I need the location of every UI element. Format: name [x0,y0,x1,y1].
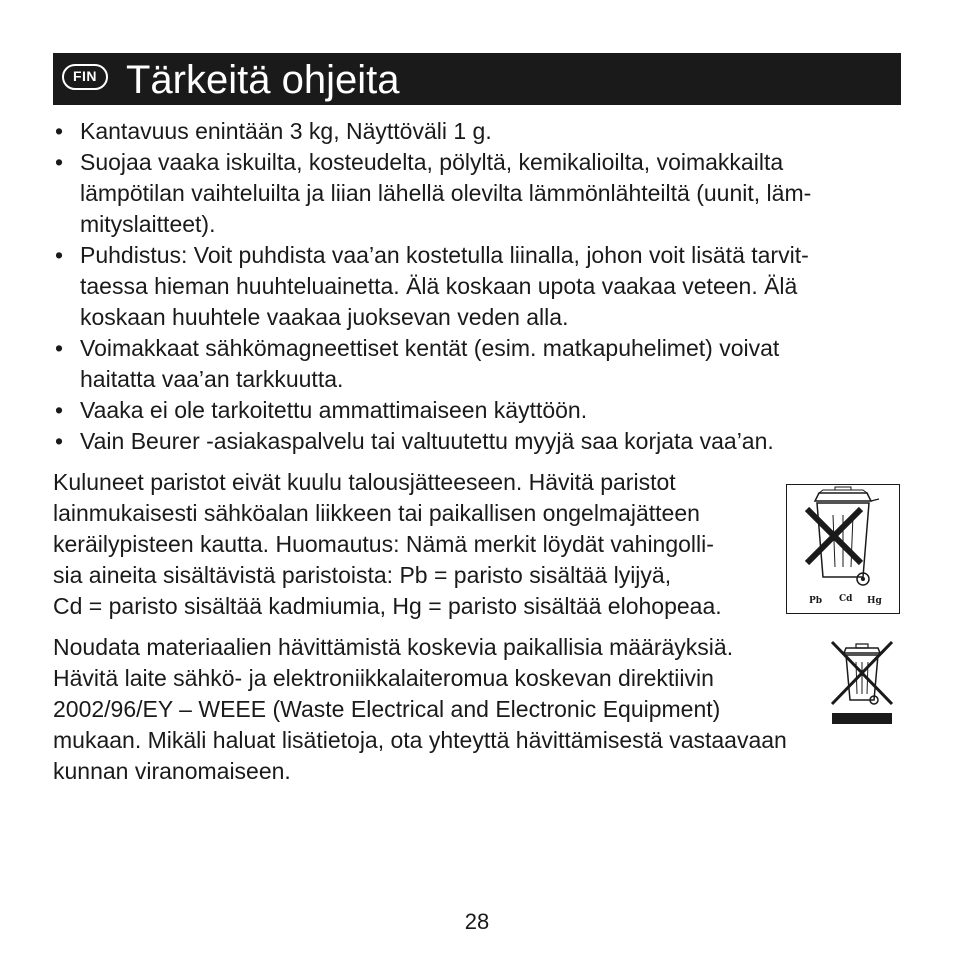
hg-label: Hg [867,596,882,606]
list-item-line: lämpötilan vaihteluilta ja liian lähellä olevilta lämmönlähteiltä (uunit, läm- [80,180,812,206]
list-item-line: Suojaa vaaka iskuilta, kosteudelta, pölyltä, kemikalioilta, voimakkailta [80,149,784,175]
section-header [53,53,901,105]
list-item [53,395,901,426]
weee-bin-icon [828,638,896,726]
bullet-icon: • [55,118,64,144]
list-item [53,116,901,147]
paragraph-line: mukaan. Mikäli haluat lisätietoja, ota yhteyttä hävittämisestä vastaavaan [53,727,787,753]
bullet-icon: • [55,242,64,268]
paragraph-line: lainmukaisesti sähköalan liikkeen tai paikallisen ongelmajätteen [53,500,700,526]
paragraph-line: sia aineita sisältävistä paristoista: Pb = paristo sisältää lyijyä, [53,562,672,588]
list-item-line: haitatta vaa’an tarkkuutta. [80,366,344,392]
crossed-out-bin-icon [787,485,899,613]
page-number: 28 [464,909,490,934]
list-item-line: taessa hieman huuhteluainetta. Älä koskaan upota vaakaa veteen. Älä [80,273,798,299]
paragraph-line: 2002/96/EY – WEEE (Waste Electrical and Electronic Equipment) [53,696,721,722]
pb-label: Pb [809,596,823,606]
list-item [53,333,901,395]
language-badge: FIN [62,64,108,90]
list-item-text: Vaaka ei ole tarkoitettu ammattimaiseen käyttöön. [80,397,588,423]
list-item [53,147,901,240]
list-item-text: Vain Beurer -asiakaspalvelu tai valtuutettu myyjä saa korjata vaa’an. [80,428,774,454]
list-item-line: Puhdistus: Voit puhdista vaa’an kostetulla liinalla, johon voit lisätä tarvit- [80,242,809,268]
bullet-icon: • [55,428,64,454]
list-item [53,426,901,457]
battery-symbol [786,484,900,614]
paragraph-line: Noudata materiaalien hävittämistä koskevia paikallisia määräyksiä. [53,634,734,660]
bullet-icon: • [55,335,64,361]
bullet-icon: • [55,397,64,423]
paragraph-line: keräilypisteen kautta. Huomautus: Nämä merkit löydät vahingolli- [53,531,714,557]
instruction-list [53,116,901,457]
list-item [53,240,901,333]
page-title: Tärkeitä ohjeita [126,58,400,102]
paragraph-line: Cd = paristo sisältää kadmiumia, Hg = paristo sisältää elohopeaa. [53,593,722,619]
weee-symbol [828,638,896,726]
list-item-line: mityslaitteet). [80,211,216,237]
list-item-text: Kantavuus enintään 3 kg, Näyttöväli 1 g. [80,118,492,144]
paragraph-line: kunnan viranomaiseen. [53,758,291,784]
battery-disposal-paragraph [53,467,783,622]
weee-disposal-paragraph [53,632,901,787]
list-item-line: koskaan huuhtele vaakaa juoksevan veden alla. [80,304,569,330]
bullet-icon: • [55,149,64,175]
paragraph-line: Hävitä laite sähkö- ja elektroniikkalaiteromua koskevan direktiivin [53,665,714,691]
list-item-line: Voimakkaat sähkömagneettiset kentät (esim. matkapuhelimet) voivat [80,335,780,361]
cd-label: Cd [839,594,853,604]
paragraph-line: Kuluneet paristot eivät kuulu talousjätteeseen. Hävitä paristot [53,469,676,495]
